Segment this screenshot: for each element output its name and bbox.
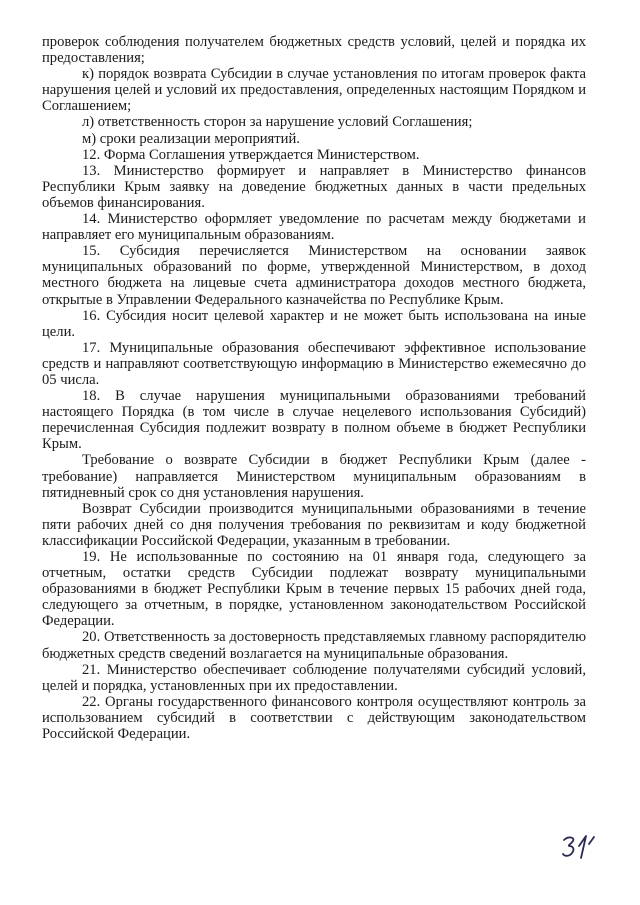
paragraph-14: 14. Министерство оформляет уведомление по расчетам между бюджетами и направляет его муниципальным образованиям. <box>42 211 586 244</box>
paragraph-continuation: проверок соблюдения получателем бюджетных средств условий, целей и порядка их предоставления; <box>42 34 586 67</box>
paragraph-item-k: к) порядок возврата Субсидии в случае установления по итогам проверок факта нарушения целей и условий их предоставления, определенных настоящим Порядком и Соглашением; <box>42 66 586 115</box>
paragraph-18-demand: Требование о возврате Субсидии в бюджет Республики Крым (далее - требование) направляется Министерством муниципальным образованиям в пятидневный срок со дня установления нарушения. <box>42 452 586 501</box>
paragraph-18-return: Возврат Субсидии производится муниципальными образованиями в течение пяти рабочих дней со дня получения требования по реквизитам и коду бюджетной классификации Российской Федерации, указанным в требовании. <box>42 500 586 549</box>
paragraph-15: 15. Субсидия перечисляется Министерством на основании заявок муниципальных образований по форме, утвержденной Министерством, в доход местного бюджета на лицевые счета администратора доходов местного бюджета, открытые в Управлении Федерального казначейства по Республике Крым. <box>42 243 586 308</box>
paragraph-17: 17. Муниципальные образования обеспечивают эффективное использование средств и направляют соответствующую информацию в Министерство ежемесячно до 05 числа. <box>42 339 586 388</box>
paragraph-21: 21. Министерство обеспечивает соблюдение получателями субсидий условий, целей и порядка, установленных при их предоставлении. <box>42 661 586 694</box>
paragraph-item-m: м) сроки реализации мероприятий. <box>82 130 300 147</box>
paragraph-22: 22. Органы государственного финансового контроля осуществляют контроль за использованием субсидий в соответствии с действующим законодательством Российской Федерации. <box>42 693 586 743</box>
paragraph-12: 12. Форма Соглашения утверждается Министерством. <box>82 146 420 163</box>
paragraph-13: 13. Министерство формирует и направляет в Министерство финансов Республики Крым заявку на доведение бюджетных данных в части предельных объемов финансирования. <box>42 162 586 211</box>
paragraph-20: 20. Ответственность за достоверность представляемых главному распорядителю бюджетных средств сведений возлагается на муниципальные образования. <box>42 629 586 662</box>
paragraph-19: 19. Не использованные по состоянию на 01 января года, следующего за отчетным, остатки средств Субсидии подлежат возврату муниципальными образованиями в бюджет Республики Крым в течение первых 15 рабочих дней года, следующего за отчетным, в порядке, установленном законодательством Российской Федерации. <box>42 549 586 630</box>
handwritten-page-number <box>560 832 600 862</box>
paragraph-item-l: л) ответственность сторон за нарушение условий Соглашения; <box>82 114 473 131</box>
paragraph-16: 16. Субсидия носит целевой характер и не может быть использована на иные цели. <box>42 307 586 340</box>
document-body <box>42 34 586 742</box>
paragraph-18: 18. В случае нарушения муниципальными образованиями требований настоящего Порядка (в том числе в случае нецелевого использования Субсидий) перечисленная Субсидия подлежит возврату в полном объеме в бюджет Республики Крым. <box>42 388 586 453</box>
